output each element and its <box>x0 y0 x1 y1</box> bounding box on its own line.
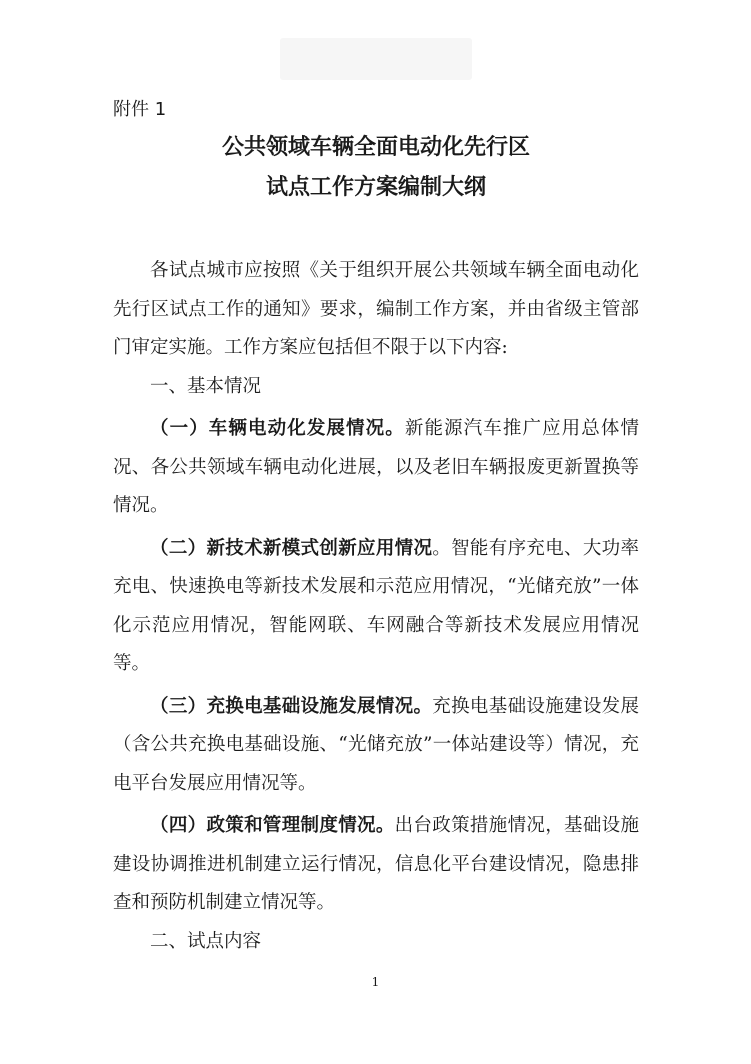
item-text-2: 。智能有序充电、大功率充电、快速换电等新技术发展和示范应用情况，“光储充放”一体化示范应用情况，智能网联、车网融合等新技术发展应用情况等。 <box>113 537 639 674</box>
item-paragraph-3 <box>113 688 639 804</box>
document-body <box>113 252 639 961</box>
item-text-1: 新能源汽车推广应用总体情况、各公共领域车辆电动化进展，以及老旧车辆报废更新置换等情况。 <box>113 418 639 516</box>
document-title-line2: 试点工作方案编制大纲 <box>265 175 486 200</box>
section-heading-pilot: 二、试点内容 <box>150 930 262 952</box>
item-text-3: 充换电基础设施建设发展（含公共充换电基础设施、“光储充放”一体站建设等）情况，充电平台发展应用情况等。 <box>113 695 639 794</box>
item-heading-1: （一）车辆电动化发展情况。 <box>150 418 405 439</box>
item-paragraph-1 <box>113 410 639 526</box>
attachment-label: 附件 1 <box>113 99 167 120</box>
intro-paragraph: 各试点城市应按照《关于组织开展公共领域车辆全面电动化先行区试点工作的通知》要求，编制工作方案，并由省级主管部门审定实施。工作方案应包括但不限于以下内容: <box>113 260 639 358</box>
item-paragraph-2 <box>113 530 639 684</box>
item-heading-3: （三）充换电基础设施发展情况。 <box>150 695 433 717</box>
item-paragraph-4 <box>113 807 639 923</box>
item-text-4: 出台政策措施情况，基础设施建设协调推进机制建立运行情况，信息化平台建设情况，隐患排查和预防机制建立情况等。 <box>113 815 639 913</box>
section-heading-basic: 一、基本情况 <box>150 375 262 397</box>
watermark-stamp <box>280 38 472 80</box>
item-heading-2: （二）新技术新模式创新应用情况 <box>150 537 433 559</box>
item-heading-4: （四）政策和管理制度情况。 <box>150 815 395 836</box>
document-title-line1: 公共领域车辆全面电动化先行区 <box>221 135 530 160</box>
page-number: 1 <box>371 975 380 989</box>
